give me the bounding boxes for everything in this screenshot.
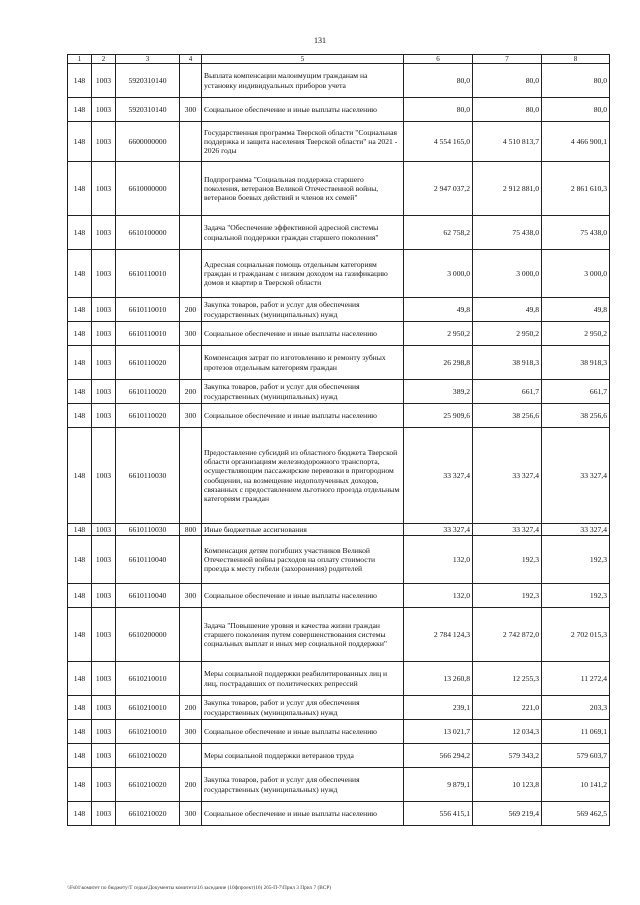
expense-type-cell xyxy=(180,608,202,662)
code-cell: 148 xyxy=(68,322,92,346)
code-cell: 148 xyxy=(68,298,92,322)
amount-cell: 33 327,4 xyxy=(473,524,542,536)
code-cell: 148 xyxy=(68,346,92,380)
expense-type-cell xyxy=(180,122,202,162)
expense-type-cell xyxy=(180,428,202,524)
amount-cell: 38 918,3 xyxy=(473,346,542,380)
amount-cell: 192,3 xyxy=(542,584,610,608)
section-cell: 1003 xyxy=(92,380,116,404)
code-cell: 148 xyxy=(68,662,92,696)
header-cell: 1 xyxy=(68,55,92,64)
amount-cell: 2 784 124,3 xyxy=(404,608,473,662)
file-path-footer: \\Fs01\комитет по бюджету\Т седьм\Документы комитета\16 заседание (10фпроект)16) 265-П-7\Прил 3 Прил 7 (ВСР) xyxy=(67,885,332,891)
amount-cell: 3 000,0 xyxy=(473,250,542,298)
description-cell: Социальное обеспечение и иные выплаты населению xyxy=(202,404,404,428)
table-row xyxy=(68,98,610,122)
section-cell: 1003 xyxy=(92,720,116,744)
code-cell: 148 xyxy=(68,696,92,720)
amount-cell: 49,8 xyxy=(542,298,610,322)
target-article-cell: 6610210020 xyxy=(116,768,180,802)
code-cell: 148 xyxy=(68,802,92,826)
description-cell: Меры социальной поддержки реабилитированных лиц и лиц, пострадавших от политических репрессий xyxy=(202,662,404,696)
expense-type-cell xyxy=(180,250,202,298)
table-row xyxy=(68,298,610,322)
header-cell: 4 xyxy=(180,55,202,64)
expense-type-cell xyxy=(180,64,202,98)
section-cell: 1003 xyxy=(92,744,116,768)
header-cell: 7 xyxy=(473,55,542,64)
amount-cell: 579 603,7 xyxy=(542,744,610,768)
amount-cell: 192,3 xyxy=(473,584,542,608)
page-number: 131 xyxy=(314,36,326,45)
header-cell: 6 xyxy=(404,55,473,64)
expense-type-cell xyxy=(180,346,202,380)
table-row xyxy=(68,608,610,662)
description-cell: Государственная программа Тверской области "Социальная поддержка и защита населения Тверской области" на 2021 - 2026 годы xyxy=(202,122,404,162)
amount-cell: 221,0 xyxy=(473,696,542,720)
amount-cell: 2 950,2 xyxy=(473,322,542,346)
expense-type-cell xyxy=(180,744,202,768)
section-cell: 1003 xyxy=(92,162,116,216)
table-row xyxy=(68,768,610,802)
amount-cell: 13 021,7 xyxy=(404,720,473,744)
expense-type-cell: 300 xyxy=(180,720,202,744)
section-cell: 1003 xyxy=(92,298,116,322)
section-cell: 1003 xyxy=(92,696,116,720)
amount-cell: 25 909,6 xyxy=(404,404,473,428)
amount-cell: 80,0 xyxy=(542,64,610,98)
table-row xyxy=(68,404,610,428)
code-cell: 148 xyxy=(68,64,92,98)
table-row xyxy=(68,720,610,744)
target-article-cell: 6610000000 xyxy=(116,162,180,216)
header-cell: 5 xyxy=(202,55,404,64)
amount-cell: 80,0 xyxy=(473,98,542,122)
amount-cell: 2 950,2 xyxy=(542,322,610,346)
code-cell: 148 xyxy=(68,536,92,584)
expense-type-cell: 300 xyxy=(180,802,202,826)
description-cell: Меры социальной поддержки ветеранов труда xyxy=(202,744,404,768)
expense-type-cell: 200 xyxy=(180,696,202,720)
amount-cell: 75 438,0 xyxy=(542,216,610,250)
amount-cell: 80,0 xyxy=(404,64,473,98)
amount-cell: 566 294,2 xyxy=(404,744,473,768)
code-cell: 148 xyxy=(68,162,92,216)
amount-cell: 569 219,4 xyxy=(473,802,542,826)
amount-cell: 556 415,1 xyxy=(404,802,473,826)
target-article-cell: 6610110020 xyxy=(116,346,180,380)
code-cell: 148 xyxy=(68,744,92,768)
description-cell: Закупка товаров, работ и услуг для обеспечения государственных (муниципальных) нужд xyxy=(202,768,404,802)
expense-type-cell: 800 xyxy=(180,524,202,536)
table-row xyxy=(68,64,610,98)
amount-cell: 4 510 813,7 xyxy=(473,122,542,162)
amount-cell: 579 343,2 xyxy=(473,744,542,768)
amount-cell: 26 298,8 xyxy=(404,346,473,380)
amount-cell: 38 256,6 xyxy=(542,404,610,428)
header-row xyxy=(68,55,610,64)
description-cell: Иные бюджетные ассигнования xyxy=(202,524,404,536)
expense-type-cell xyxy=(180,216,202,250)
description-cell: Закупка товаров, работ и услуг для обеспечения государственных (муниципальных) нужд xyxy=(202,298,404,322)
table-row xyxy=(68,802,610,826)
amount-cell: 80,0 xyxy=(542,98,610,122)
target-article-cell: 6610110020 xyxy=(116,380,180,404)
amount-cell: 49,8 xyxy=(473,298,542,322)
description-cell: Задача "Повышение уровня и качества жизни граждан старшего поколения путем совершенствования системы социальных выплат и иных мер социальной поддержки" xyxy=(202,608,404,662)
target-article-cell: 5920310140 xyxy=(116,98,180,122)
section-cell: 1003 xyxy=(92,524,116,536)
amount-cell: 12 034,3 xyxy=(473,720,542,744)
description-cell: Закупка товаров, работ и услуг для обеспечения государственных (муниципальных) нужд xyxy=(202,696,404,720)
description-cell: Социальное обеспечение и иные выплаты населению xyxy=(202,584,404,608)
budget-table xyxy=(67,54,610,826)
expense-type-cell: 300 xyxy=(180,322,202,346)
description-cell: Социальное обеспечение и иные выплаты населению xyxy=(202,720,404,744)
amount-cell: 49,8 xyxy=(404,298,473,322)
amount-cell: 661,7 xyxy=(473,380,542,404)
amount-cell: 389,2 xyxy=(404,380,473,404)
section-cell: 1003 xyxy=(92,608,116,662)
table-row xyxy=(68,380,610,404)
expense-type-cell: 200 xyxy=(180,768,202,802)
code-cell: 148 xyxy=(68,380,92,404)
code-cell: 148 xyxy=(68,428,92,524)
amount-cell: 9 879,1 xyxy=(404,768,473,802)
amount-cell: 239,1 xyxy=(404,696,473,720)
table-row xyxy=(68,524,610,536)
expense-type-cell: 300 xyxy=(180,98,202,122)
description-cell: Задача "Обеспечение эффективной адресной системы социальной поддержки граждан старшего поколения" xyxy=(202,216,404,250)
code-cell: 148 xyxy=(68,720,92,744)
amount-cell: 11 272,4 xyxy=(542,662,610,696)
description-cell: Закупка товаров, работ и услуг для обеспечения государственных (муниципальных) нужд xyxy=(202,380,404,404)
amount-cell: 33 327,4 xyxy=(542,524,610,536)
expense-type-cell xyxy=(180,662,202,696)
amount-cell: 80,0 xyxy=(473,64,542,98)
expense-type-cell: 200 xyxy=(180,298,202,322)
amount-cell: 33 327,4 xyxy=(542,428,610,524)
section-cell: 1003 xyxy=(92,662,116,696)
amount-cell: 80,0 xyxy=(404,98,473,122)
section-cell: 1003 xyxy=(92,428,116,524)
section-cell: 1003 xyxy=(92,216,116,250)
table-row xyxy=(68,346,610,380)
amount-cell: 2 950,2 xyxy=(404,322,473,346)
code-cell: 148 xyxy=(68,122,92,162)
expense-type-cell xyxy=(180,162,202,216)
target-article-cell: 6610110010 xyxy=(116,322,180,346)
target-article-cell: 6610100000 xyxy=(116,216,180,250)
target-article-cell: 6610110030 xyxy=(116,524,180,536)
amount-cell: 2 912 881,0 xyxy=(473,162,542,216)
amount-cell: 38 918,3 xyxy=(542,346,610,380)
amount-cell: 569 462,5 xyxy=(542,802,610,826)
section-cell: 1003 xyxy=(92,802,116,826)
amount-cell: 33 327,4 xyxy=(404,428,473,524)
target-article-cell: 6610210010 xyxy=(116,720,180,744)
target-article-cell: 6610110010 xyxy=(116,298,180,322)
target-article-cell: 6600000000 xyxy=(116,122,180,162)
amount-cell: 3 000,0 xyxy=(542,250,610,298)
description-cell: Компенсация затрат по изготовлению и ремонту зубных протезов отдельным категориям граждан xyxy=(202,346,404,380)
amount-cell: 62 758,2 xyxy=(404,216,473,250)
header-cell: 3 xyxy=(116,55,180,64)
amount-cell: 11 069,1 xyxy=(542,720,610,744)
amount-cell: 4 554 165,0 xyxy=(404,122,473,162)
header-cell: 8 xyxy=(542,55,610,64)
expense-type-cell xyxy=(180,536,202,584)
section-cell: 1003 xyxy=(92,322,116,346)
amount-cell: 75 438,0 xyxy=(473,216,542,250)
target-article-cell: 6610210010 xyxy=(116,662,180,696)
amount-cell: 132,0 xyxy=(404,584,473,608)
section-cell: 1003 xyxy=(92,122,116,162)
amount-cell: 2 861 610,3 xyxy=(542,162,610,216)
amount-cell: 38 256,6 xyxy=(473,404,542,428)
target-article-cell: 6610210020 xyxy=(116,744,180,768)
expense-type-cell: 300 xyxy=(180,584,202,608)
table-row xyxy=(68,536,610,584)
section-cell: 1003 xyxy=(92,584,116,608)
description-cell: Выплата компенсации малоимущим гражданам на установку индивидуальных приборов учета xyxy=(202,64,404,98)
section-cell: 1003 xyxy=(92,404,116,428)
target-article-cell: 6610210020 xyxy=(116,802,180,826)
amount-cell: 192,3 xyxy=(542,536,610,584)
amount-cell: 4 466 900,1 xyxy=(542,122,610,162)
amount-cell: 192,3 xyxy=(473,536,542,584)
target-article-cell: 6610110040 xyxy=(116,536,180,584)
expense-type-cell: 300 xyxy=(180,404,202,428)
section-cell: 1003 xyxy=(92,98,116,122)
table-row xyxy=(68,428,610,524)
description-cell: Предоставление субсидий из областного бюджета Тверской области организациям железнодорожного транспорта, осуществляющим пассажирские перевозки в пригородном сообщении, на возмещение недополученных доходов, связанных с предоставлением льготного проезда отдельным категориям граждан xyxy=(202,428,404,524)
amount-cell: 661,7 xyxy=(542,380,610,404)
table-row xyxy=(68,696,610,720)
code-cell: 148 xyxy=(68,584,92,608)
section-cell: 1003 xyxy=(92,536,116,584)
table-row xyxy=(68,122,610,162)
description-cell: Подпрограмма "Социальная поддержка старшего поколения, ветеранов Великой Отечественной войны, ветеранов боевых действий и членов их семей" xyxy=(202,162,404,216)
expense-type-cell: 200 xyxy=(180,380,202,404)
target-article-cell: 6610200000 xyxy=(116,608,180,662)
table-row xyxy=(68,584,610,608)
description-cell: Социальное обеспечение и иные выплаты населению xyxy=(202,322,404,346)
amount-cell: 33 327,4 xyxy=(473,428,542,524)
section-cell: 1003 xyxy=(92,346,116,380)
amount-cell: 10 141,2 xyxy=(542,768,610,802)
code-cell: 148 xyxy=(68,768,92,802)
table-row xyxy=(68,744,610,768)
target-article-cell: 6610110020 xyxy=(116,404,180,428)
section-cell: 1003 xyxy=(92,250,116,298)
amount-cell: 10 123,8 xyxy=(473,768,542,802)
code-cell: 148 xyxy=(68,216,92,250)
amount-cell: 13 260,8 xyxy=(404,662,473,696)
target-article-cell: 6610110010 xyxy=(116,250,180,298)
amount-cell: 33 327,4 xyxy=(404,524,473,536)
amount-cell: 2 742 872,0 xyxy=(473,608,542,662)
target-article-cell: 5920310140 xyxy=(116,64,180,98)
description-cell: Социальное обеспечение и иные выплаты населению xyxy=(202,98,404,122)
amount-cell: 2 702 015,3 xyxy=(542,608,610,662)
code-cell: 148 xyxy=(68,404,92,428)
description-cell: Социальное обеспечение и иные выплаты населению xyxy=(202,802,404,826)
target-article-cell: 6610110030 xyxy=(116,428,180,524)
target-article-cell: 6610210010 xyxy=(116,696,180,720)
amount-cell: 132,0 xyxy=(404,536,473,584)
amount-cell: 203,3 xyxy=(542,696,610,720)
table-row xyxy=(68,162,610,216)
amount-cell: 2 947 037,2 xyxy=(404,162,473,216)
table-row xyxy=(68,662,610,696)
code-cell: 148 xyxy=(68,98,92,122)
table-row xyxy=(68,216,610,250)
code-cell: 148 xyxy=(68,608,92,662)
description-cell: Компенсация детям погибших участников Великой Отечественной войны расходов на оплату стоимости проезда к месту гибели (захоронения) родителей xyxy=(202,536,404,584)
table-row xyxy=(68,322,610,346)
code-cell: 148 xyxy=(68,250,92,298)
amount-cell: 3 000,0 xyxy=(404,250,473,298)
header-cell: 2 xyxy=(92,55,116,64)
amount-cell: 12 255,3 xyxy=(473,662,542,696)
section-cell: 1003 xyxy=(92,64,116,98)
description-cell: Адресная социальная помощь отдельным категориям граждан и гражданам с низким доходом на газификацию домов и квартир в Тверской области xyxy=(202,250,404,298)
section-cell: 1003 xyxy=(92,768,116,802)
target-article-cell: 6610110040 xyxy=(116,584,180,608)
table-row xyxy=(68,250,610,298)
code-cell: 148 xyxy=(68,524,92,536)
